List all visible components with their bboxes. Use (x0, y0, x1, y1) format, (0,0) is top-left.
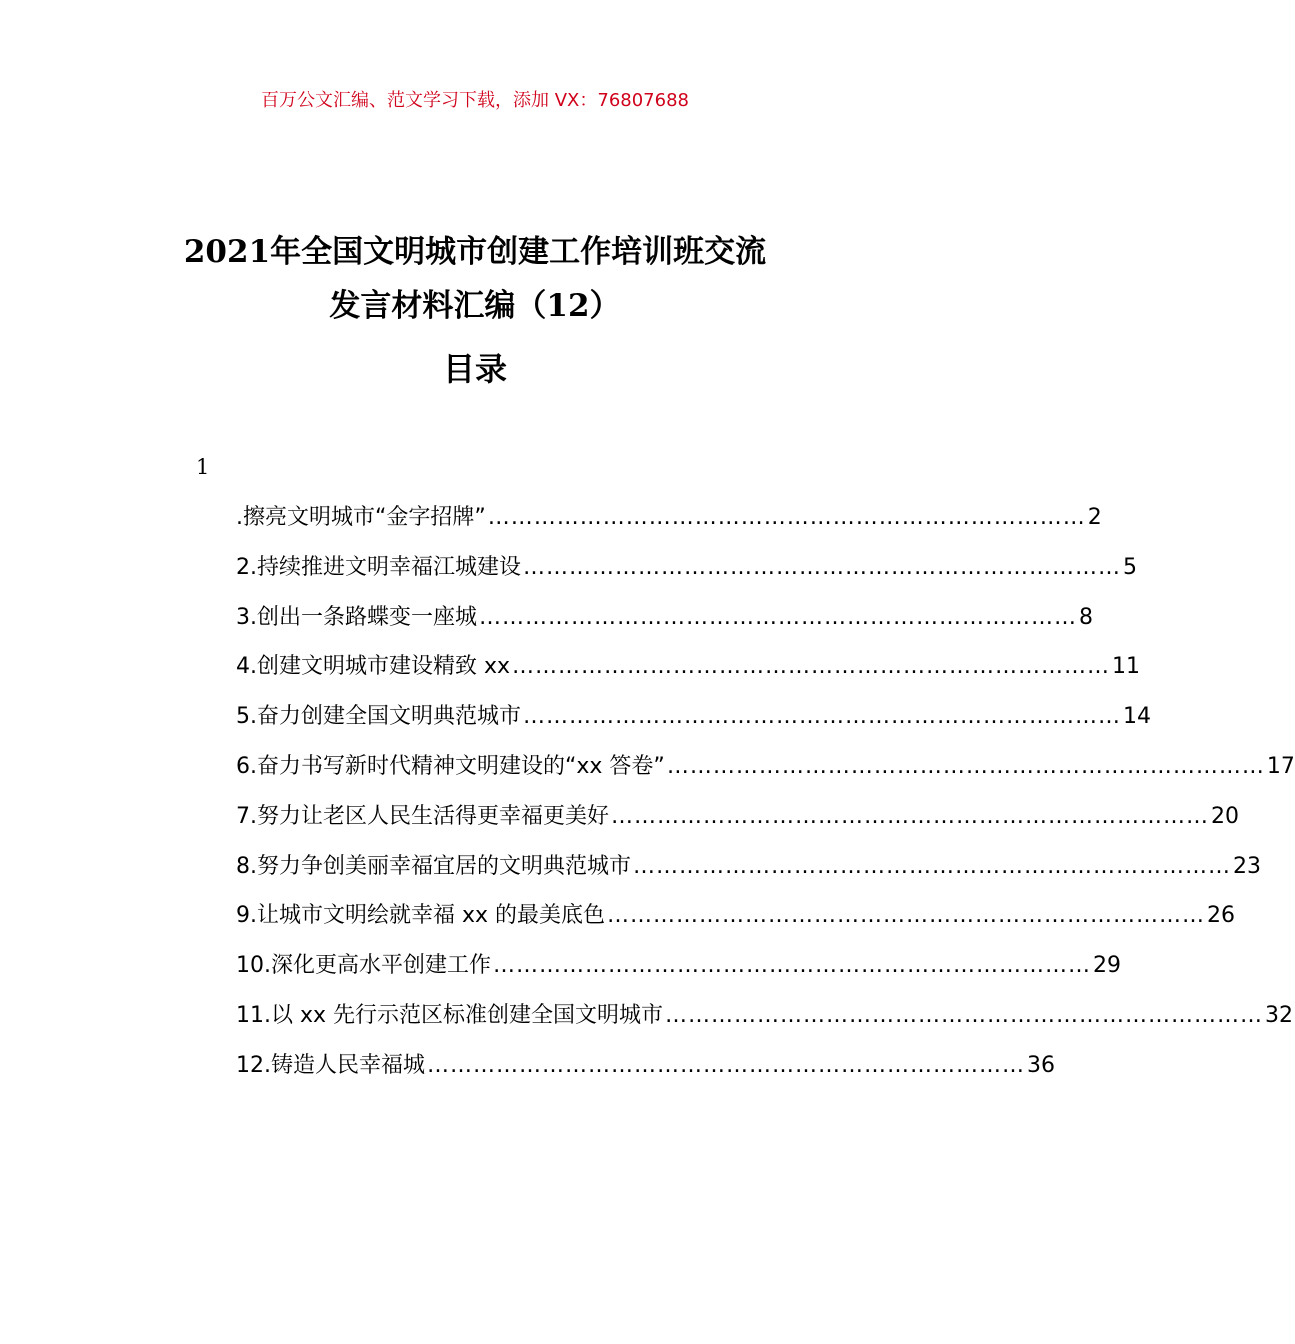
toc-entry[interactable] (236, 849, 1261, 899)
toc-dot-leader: …………………………………………………………………… (665, 1002, 1264, 1028)
document-title-line-1: 2021年全国文明城市创建工作培训班交流 (183, 234, 767, 270)
toc-entry-title: 5.奋力创建全国文明典范城市 (236, 704, 521, 730)
toc-entry-title: .擦亮文明城市“金字招牌” (236, 505, 486, 530)
toc-dot-leader: …………………………………………………………………… (427, 1052, 1025, 1078)
toc-dot-leader: …………………………………………………………………… (666, 753, 1265, 779)
toc-dot-leader: …………………………………………………………………… (611, 803, 1209, 829)
toc-entry-title: 2.持续推进文明幸福江城建设 (236, 554, 521, 580)
toc-entry-page: 29 (1093, 953, 1121, 979)
toc-entry-page: 14 (1123, 704, 1151, 730)
toc-entry-title: 6.奋力书写新时代精神文明建设的“xx 答卷” (236, 753, 665, 779)
toc-entry-page: 17 (1266, 753, 1295, 779)
toc-entry[interactable] (236, 948, 1121, 998)
toc-dot-leader: …………………………………………………………………… (607, 903, 1206, 929)
toc-entry[interactable] (236, 600, 1093, 650)
toc-entry-title: 8.努力争创美丽幸福宜居的文明典范城市 (236, 853, 631, 879)
toc-entry-title: 11.以 xx 先行示范区标准创建全国文明城市 (236, 1002, 664, 1028)
toc-entry[interactable] (236, 799, 1239, 849)
toc-dot-leader: …………………………………………………………………… (633, 853, 1231, 879)
table-of-contents (236, 500, 1295, 1098)
toc-entry-page: 8 (1079, 604, 1093, 630)
toc-entry-page: 26 (1207, 903, 1236, 929)
toc-entry-page: 2 (1087, 505, 1102, 530)
toc-entry[interactable] (236, 649, 1141, 699)
toc-entry-page: 32 (1265, 1002, 1294, 1028)
toc-entry[interactable] (236, 898, 1236, 948)
toc-entry[interactable] (236, 1048, 1055, 1098)
toc-entry-page: 11 (1112, 654, 1141, 680)
toc-entry-page: 20 (1211, 803, 1239, 829)
toc-entry[interactable] (236, 500, 1102, 550)
toc-dot-leader: …………………………………………………………………… (493, 953, 1091, 979)
toc-entry[interactable] (236, 699, 1151, 749)
toc-entry-title: 9.让城市文明绘就幸福 xx 的最美底色 (236, 903, 606, 929)
toc-entry-title: 10.深化更高水平创建工作 (236, 953, 491, 979)
document-title-line-2: 发言材料汇编（12） (329, 288, 621, 324)
toc-entry-title: 12.铸造人民幸福城 (236, 1052, 425, 1078)
toc-entry-title: 7.努力让老区人民生活得更幸福更美好 (236, 803, 609, 829)
toc-entry-page: 5 (1123, 554, 1137, 580)
toc-heading: 目录 (442, 350, 507, 388)
toc-dot-leader: …………………………………………………………………… (512, 654, 1111, 680)
toc-entry[interactable] (236, 998, 1294, 1048)
toc-entry-title: 4.创建文明城市建设精致 xx (236, 654, 511, 680)
toc-entry[interactable] (236, 550, 1137, 600)
toc-dot-leader: …………………………………………………………………… (523, 704, 1121, 730)
toc-entry[interactable] (236, 749, 1295, 799)
toc-dot-leader: …………………………………………………………………… (479, 604, 1077, 630)
toc-dot-leader: …………………………………………………………………… (523, 554, 1121, 580)
toc-dot-leader: …………………………………………………………………… (487, 505, 1086, 530)
toc-entry-title: 3.创出一条路蝶变一座城 (236, 604, 477, 630)
first-entry-number: 1 (196, 455, 210, 479)
toc-entry-page: 36 (1027, 1052, 1055, 1078)
toc-entry-page: 23 (1233, 853, 1261, 879)
header-watermark-note: 百万公文汇编、范文学习下载，添加 VX：76807688 (261, 90, 689, 111)
